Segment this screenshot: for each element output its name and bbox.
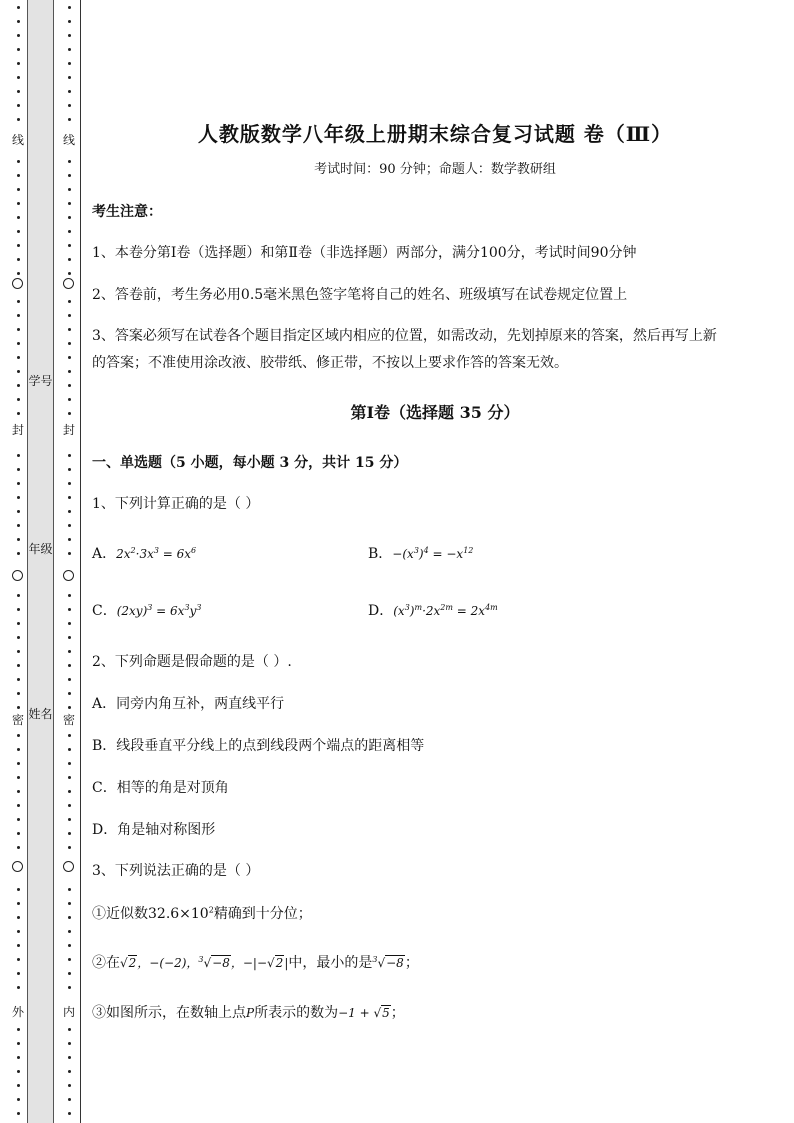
gutter-dot (17, 972, 20, 975)
q1-option-a: A．$2x^2\cdot 3x^3 = 6x^6$ (92, 546, 197, 562)
gutter-dot (17, 846, 20, 849)
gutter-dot (17, 412, 20, 415)
gutter-dot (17, 300, 20, 303)
gutter-dot (17, 328, 20, 331)
gutter-dot (17, 762, 20, 765)
gutter-dot (68, 692, 71, 695)
gutter-dot (17, 90, 20, 93)
gutter-dot (68, 1084, 71, 1087)
gutter-dot (17, 776, 20, 779)
gutter-dot (17, 188, 20, 191)
gutter-dot (17, 454, 20, 457)
gutter-dot (17, 1028, 20, 1031)
gutter-dot (17, 1098, 20, 1101)
gutter-dot (68, 1042, 71, 1045)
gutter-dot (68, 468, 71, 471)
gutter-dot (17, 930, 20, 933)
gutter-mark: 线 (62, 133, 75, 147)
gutter-dot (17, 384, 20, 387)
gutter-dot (17, 734, 20, 737)
gutter-dot (68, 118, 71, 121)
gutter-dot (17, 118, 20, 121)
gutter-dot (68, 930, 71, 933)
notice-item: 2、答卷前，考生务必用0.5毫米黑色签字笔将自己的姓名、班级填写在试卷规定位置上 (92, 287, 628, 303)
gutter-dot (17, 370, 20, 373)
gutter-dot (17, 790, 20, 793)
gutter-dot (17, 678, 20, 681)
gutter-dot (68, 846, 71, 849)
gutter-dot (17, 1112, 20, 1115)
q2-option: C．相等的角是对顶角 (92, 780, 229, 796)
gutter-dot (68, 622, 71, 625)
gutter-dot (17, 622, 20, 625)
gutter-dot (68, 6, 71, 9)
gutter-dot (17, 608, 20, 611)
gutter-dot (17, 356, 20, 359)
gutter-dot (68, 510, 71, 513)
gutter-dot (17, 160, 20, 163)
gutter-mark: 外 (11, 1005, 24, 1019)
gutter-circle (63, 861, 74, 872)
gutter-circle (12, 861, 23, 872)
gutter-dot (17, 650, 20, 653)
gutter-dot (68, 104, 71, 107)
question-2-stem: 2、下列命题是假命题的是（ ）. (92, 654, 292, 670)
outer-dotted-line (12, 0, 24, 1123)
gutter-dot (68, 1070, 71, 1073)
gutter-dot (68, 482, 71, 485)
gutter-dot (68, 34, 71, 37)
gutter-dot (68, 244, 71, 247)
gutter-dot (17, 594, 20, 597)
section-heading: 一、单选题（5 小题，每小题 3 分，共计 15 分） (92, 455, 408, 471)
gutter-mark: 密 (11, 713, 24, 727)
gutter-dot (17, 398, 20, 401)
gutter-dot (68, 202, 71, 205)
gutter-mark: 封 (11, 423, 24, 437)
q2-option: A．同旁内角互补，两直线平行 (92, 696, 285, 712)
gutter-dot (68, 636, 71, 639)
part-title: 第Ⅰ卷（选择题 35 分） (350, 403, 520, 422)
gutter-dot (68, 790, 71, 793)
gutter-dot (17, 62, 20, 65)
gutter-dot (68, 804, 71, 807)
gutter-dot (68, 342, 71, 345)
q1-option-c: C．$(2xy)^3 = 6x^3y^3$ (92, 603, 202, 619)
q3-statement-1: ①近似数$32.6\times 10^2$精确到十分位； (92, 905, 312, 922)
gutter-dot (17, 692, 20, 695)
exam-subtitle: 考试时间：90 分钟；命题人：数学教研组 (314, 162, 556, 177)
q3-statement-3: ③如图所示，在数轴上点P所表示的数为−1 + √5； (92, 1005, 405, 1021)
gutter-dot (68, 818, 71, 821)
gutter-mark: 密 (62, 713, 75, 727)
gutter-dot (68, 258, 71, 261)
gutter-dot (68, 328, 71, 331)
question-1-stem: 1、下列计算正确的是（ ） (92, 496, 260, 512)
gutter-dot (68, 384, 71, 387)
gutter-dot (17, 314, 20, 317)
question-3-stem: 3、下列说法正确的是（ ） (92, 863, 260, 879)
gutter-dot (68, 958, 71, 961)
gutter-dot (68, 412, 71, 415)
gutter-dot (17, 804, 20, 807)
exam-title: 人教版数学八年级上册期末综合复习试题 卷（Ⅲ） (197, 122, 673, 146)
gutter-dot (68, 1098, 71, 1101)
gutter-dot (68, 62, 71, 65)
gutter-dot (68, 706, 71, 709)
gutter-dot (68, 944, 71, 947)
gutter-dot (68, 552, 71, 555)
q1-option-b: B．$-(x^3)^4 = -x^{12}$ (368, 546, 474, 562)
gutter-dot (17, 524, 20, 527)
gutter-dot (17, 76, 20, 79)
gutter-dot (68, 20, 71, 23)
gutter-dot (68, 832, 71, 835)
gutter-dot (68, 538, 71, 541)
inner-dotted-line (63, 0, 75, 1123)
gutter-dot (68, 1028, 71, 1031)
gutter-mark: 内 (62, 1005, 75, 1019)
gutter-dot (17, 902, 20, 905)
gutter-dot (17, 6, 20, 9)
gutter-border (80, 0, 81, 1123)
gutter-dot (68, 524, 71, 527)
gutter-dot (17, 1056, 20, 1059)
gutter-dot (17, 258, 20, 261)
gutter-dot (68, 972, 71, 975)
gutter-circle (63, 570, 74, 581)
gutter-dot (17, 958, 20, 961)
gutter-dot (17, 244, 20, 247)
gutter-dot (68, 916, 71, 919)
gutter-dot (68, 496, 71, 499)
gutter-dot (17, 20, 20, 23)
gutter-dot (68, 230, 71, 233)
gutter-dot (68, 608, 71, 611)
gutter-dot (17, 944, 20, 947)
gutter-dot (17, 230, 20, 233)
gutter-dot (68, 272, 71, 275)
gutter-dot (68, 174, 71, 177)
gutter-circle (63, 278, 74, 289)
gutter-dot (68, 650, 71, 653)
gutter-dot (17, 104, 20, 107)
gutter-dot (68, 902, 71, 905)
gutter-dot (17, 216, 20, 219)
gutter-dot (17, 552, 20, 555)
notice-item: 3、答案必须写在试卷各个题目指定区域内相应的位置，如需改动，先划掉原来的答案，然后再写上新 (92, 328, 717, 344)
gutter-dot (17, 482, 20, 485)
gutter-dot (17, 496, 20, 499)
notice-heading: 考生注意： (92, 204, 162, 220)
gutter-dot (17, 888, 20, 891)
gutter-dot (17, 468, 20, 471)
gutter-dot (17, 48, 20, 51)
gutter-dot (68, 762, 71, 765)
gutter-dot (17, 916, 20, 919)
gutter-dot (68, 748, 71, 751)
gutter-circle (12, 570, 23, 581)
name-label: 姓名 (28, 707, 53, 721)
gutter-dot (68, 454, 71, 457)
notice-item: 的答案；不准使用涂改液、胶带纸、修正带，不按以上要求作答的答案无效。 (92, 355, 568, 371)
gutter-mark: 线 (11, 133, 24, 147)
gutter-circle (12, 278, 23, 289)
gutter-dot (17, 1084, 20, 1087)
student-info-strip (27, 0, 54, 1123)
gutter-dot (17, 272, 20, 275)
gutter-dot (17, 986, 20, 989)
gutter-dot (68, 986, 71, 989)
q1-option-d: D．$(x^3)^m\cdot 2x^{2m} = 2x^{4m}$ (368, 603, 498, 619)
gutter-dot (68, 888, 71, 891)
q2-option: B．线段垂直平分线上的点到线段两个端点的距离相等 (92, 738, 425, 754)
q2-option: D．角是轴对称图形 (92, 822, 216, 838)
gutter-dot (68, 370, 71, 373)
gutter-dot (17, 34, 20, 37)
gutter-dot (17, 748, 20, 751)
gutter-dot (17, 664, 20, 667)
gutter-dot (17, 202, 20, 205)
gutter-dot (68, 678, 71, 681)
gutter-dot (68, 314, 71, 317)
gutter-dot (68, 90, 71, 93)
gutter-dot (68, 1056, 71, 1059)
gutter-dot (68, 160, 71, 163)
gutter-dot (68, 776, 71, 779)
gutter-dot (68, 734, 71, 737)
gutter-dot (68, 594, 71, 597)
gutter-dot (68, 48, 71, 51)
gutter-dot (68, 664, 71, 667)
gutter-dot (17, 538, 20, 541)
student-id-label: 学号 (28, 374, 53, 388)
grade-label: 年级 (28, 542, 53, 556)
gutter-dot (17, 1070, 20, 1073)
gutter-dot (17, 510, 20, 513)
gutter-dot (17, 636, 20, 639)
gutter-dot (17, 1042, 20, 1045)
gutter-dot (17, 832, 20, 835)
notice-item: 1、本卷分第Ⅰ卷（选择题）和第Ⅱ卷（非选择题）两部分，满分100分，考试时间90分钟 (92, 245, 637, 261)
gutter-dot (68, 356, 71, 359)
gutter-dot (17, 342, 20, 345)
gutter-mark: 封 (62, 423, 75, 437)
gutter-dot (17, 818, 20, 821)
gutter-dot (68, 216, 71, 219)
gutter-dot (68, 300, 71, 303)
q3-statement-2: ②在√2，−(−2)，$^3$√−8，−|−√2|中，最小的是$^3$√−8； (92, 955, 419, 971)
gutter-dot (68, 398, 71, 401)
gutter-dot (17, 706, 20, 709)
gutter-dot (68, 76, 71, 79)
gutter-dot (68, 1112, 71, 1115)
gutter-dot (17, 174, 20, 177)
gutter-dot (68, 188, 71, 191)
